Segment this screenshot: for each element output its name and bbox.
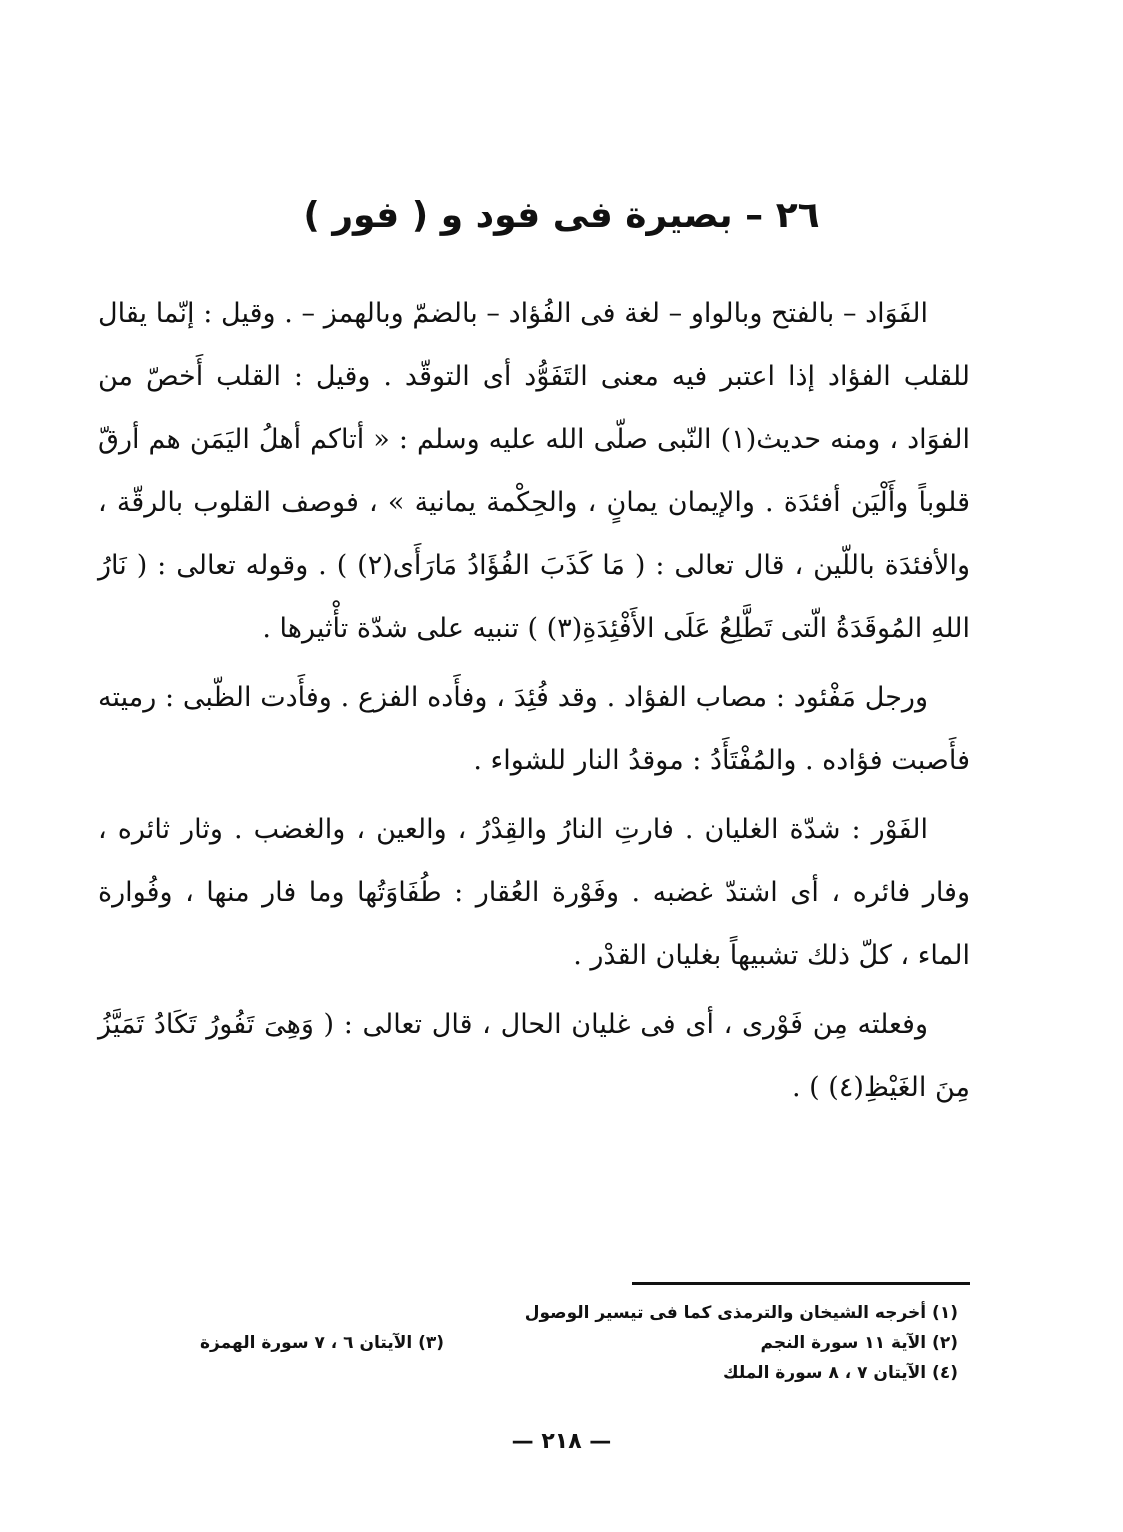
footnote-row bbox=[200, 1298, 958, 1328]
footnote-spacer bbox=[444, 1328, 760, 1358]
footnotes bbox=[200, 1298, 958, 1388]
body-text bbox=[98, 282, 970, 1125]
section-title: ٢٦ – بصيرة فى فود و ( فور ) bbox=[303, 195, 820, 236]
page-number: — ٢١٨ — bbox=[511, 1429, 612, 1454]
footnote-row bbox=[200, 1328, 958, 1358]
footnote-1: (١) أخرجه الشيخان والترمذى كما فى تيسير الوصول bbox=[524, 1303, 958, 1323]
footnote-2: (٢) الآية ١١ سورة النجم bbox=[760, 1333, 958, 1353]
paragraph-fawad: الفَوَاد – بالفتح وبالواو – لغة فى الفُؤاد – بالضمّ وبالهمز – . وقيل : إنّما يقال للقلب الفؤاد إذا اعتبر فيه معنى التَفَوُّد أى التوقّد . وقيل : القلب أَخصّ من الفوَاد ، ومنه حديث(١) النّبى صلّى الله عليه وسلم : « أتاكم أهلُ اليَمَن هم أرقّ قلوباً وأَلْيَن أفئدَة . والإيمان يمانٍ ، والحِكْمة يمانية » ، فوصف القلوب بالرقّة ، والأفئدَة باللّين ، قال تعالى : ( مَا كَذَبَ الفُؤَادُ مَارَأَى(٢) ) . وقوله تعالى : ( نَارُ اللهِ المُوقَدَةُ الّتى تَطَّلِعُ عَلَى الأَفْئِدَةِ(٣) ) تنبيه على شدّة تأْثيرها . bbox=[98, 298, 970, 644]
paragraph-mafud: ورجل مَفْئود : مصاب الفؤاد . وقد فُئِدَ ، وفأَده الفزع . وفأَدت الظّبى : رميته فأَصبت فؤاده . والمُفْتَأَدُ : موقدُ النار للشواء . bbox=[98, 682, 970, 776]
footnote-row bbox=[200, 1358, 958, 1388]
paragraph-fawri: وفعلته مِن فَوْرى ، أى فى غليان الحال ، قال تعالى : ( وَهِىَ تَفُورُ تَكَادُ تَمَيَّزُ مِنَ الغَيْظِ(٤) ) . bbox=[98, 1009, 970, 1103]
footnote-3: (٣) الآيتان ٦ ، ٧ سورة الهمزة bbox=[200, 1333, 445, 1353]
paragraph-fawr: الفَوْر : شدّة الغليان . فارتِ النارُ والقِدْرُ ، والعين ، والغضب . وثار ثائره ، وفار فائره ، أى اشتدّ غضبه . وفَوْرة العُقار : طُفَاوَتُها وما فار منها ، وفُوارة الماء ، كلّ ذلك تشبيهاً بغليان القدْر . bbox=[98, 814, 970, 971]
footnote-divider bbox=[632, 1282, 970, 1285]
footnote-4: (٤) الآيتان ٧ ، ٨ سورة الملك bbox=[723, 1363, 958, 1383]
